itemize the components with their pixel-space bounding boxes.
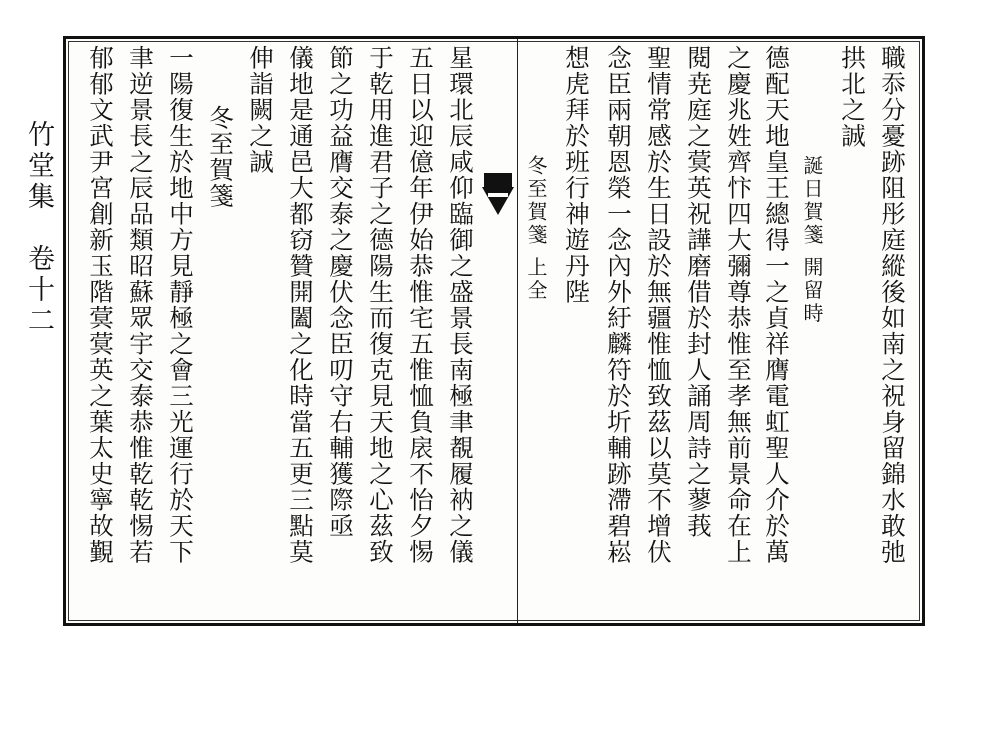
column-18: 一陽復生於地中方見靜極之會三光運行於天下 bbox=[166, 45, 195, 565]
column-20: 郁郁文武尹宮創新玉階蓂蓂英之葉太史寧故覲 bbox=[86, 45, 115, 565]
fishtail-mark bbox=[478, 169, 518, 229]
center-fold-rule bbox=[517, 39, 518, 623]
column-16: 伸詣闕之誠 bbox=[246, 45, 275, 175]
column-6: 閱尭庭之蓂英祝譁磨借於封人誦周詩之蓼莪 bbox=[684, 45, 713, 539]
column-12: 五日以迎億年伊始恭惟宅五惟恤負扆不怡夕惕 bbox=[406, 45, 435, 565]
column-3-heading: 誕日賀箋 開留時 bbox=[800, 155, 824, 326]
column-11: 星環北辰咸仰臨御之盛景長南極聿覩履衲之儀 bbox=[446, 45, 475, 565]
column-9: 想虎拜於班行神遊丹陛 bbox=[562, 45, 591, 305]
column-13: 于乾用進君子之德陽生而復克見天地之心茲致 bbox=[366, 45, 395, 565]
column-1: 職忝分憂跡阻彤庭縱後如南之祝身留錦水敢弛 bbox=[878, 45, 907, 565]
page-frame bbox=[63, 36, 925, 626]
column-14: 節之功益膺交泰之慶伏念臣叨守右輔獲際亟 bbox=[326, 45, 355, 539]
margin-title: 竹堂集 卷十二 bbox=[23, 120, 54, 337]
column-5: 之慶兆姓齊忭四大彌尊恭惟至孝無前景命在上 bbox=[724, 45, 753, 565]
column-17-heading: 冬至賀箋 bbox=[206, 105, 235, 209]
column-4: 德配天地皇王總得一之貞祥膺電虹聖人介於萬 bbox=[762, 45, 791, 565]
column-10-heading: 冬至賀箋 上全 bbox=[524, 155, 548, 303]
column-8: 念臣兩朝恩榮一念內外紆麟符於圻輔跡滯碧崧 bbox=[604, 45, 633, 565]
column-15: 儀地是通邑大都窃贊開闔之化時當五更三點莫 bbox=[286, 45, 315, 565]
column-2: 拱北之誠 bbox=[838, 45, 867, 149]
column-7: 聖情常感於生日設於無疆惟恤致茲以莫不增伏 bbox=[644, 45, 673, 565]
column-19: 聿逆景長之辰品類昭蘇眾宇交泰恭惟乾乾惕若 bbox=[126, 45, 155, 565]
